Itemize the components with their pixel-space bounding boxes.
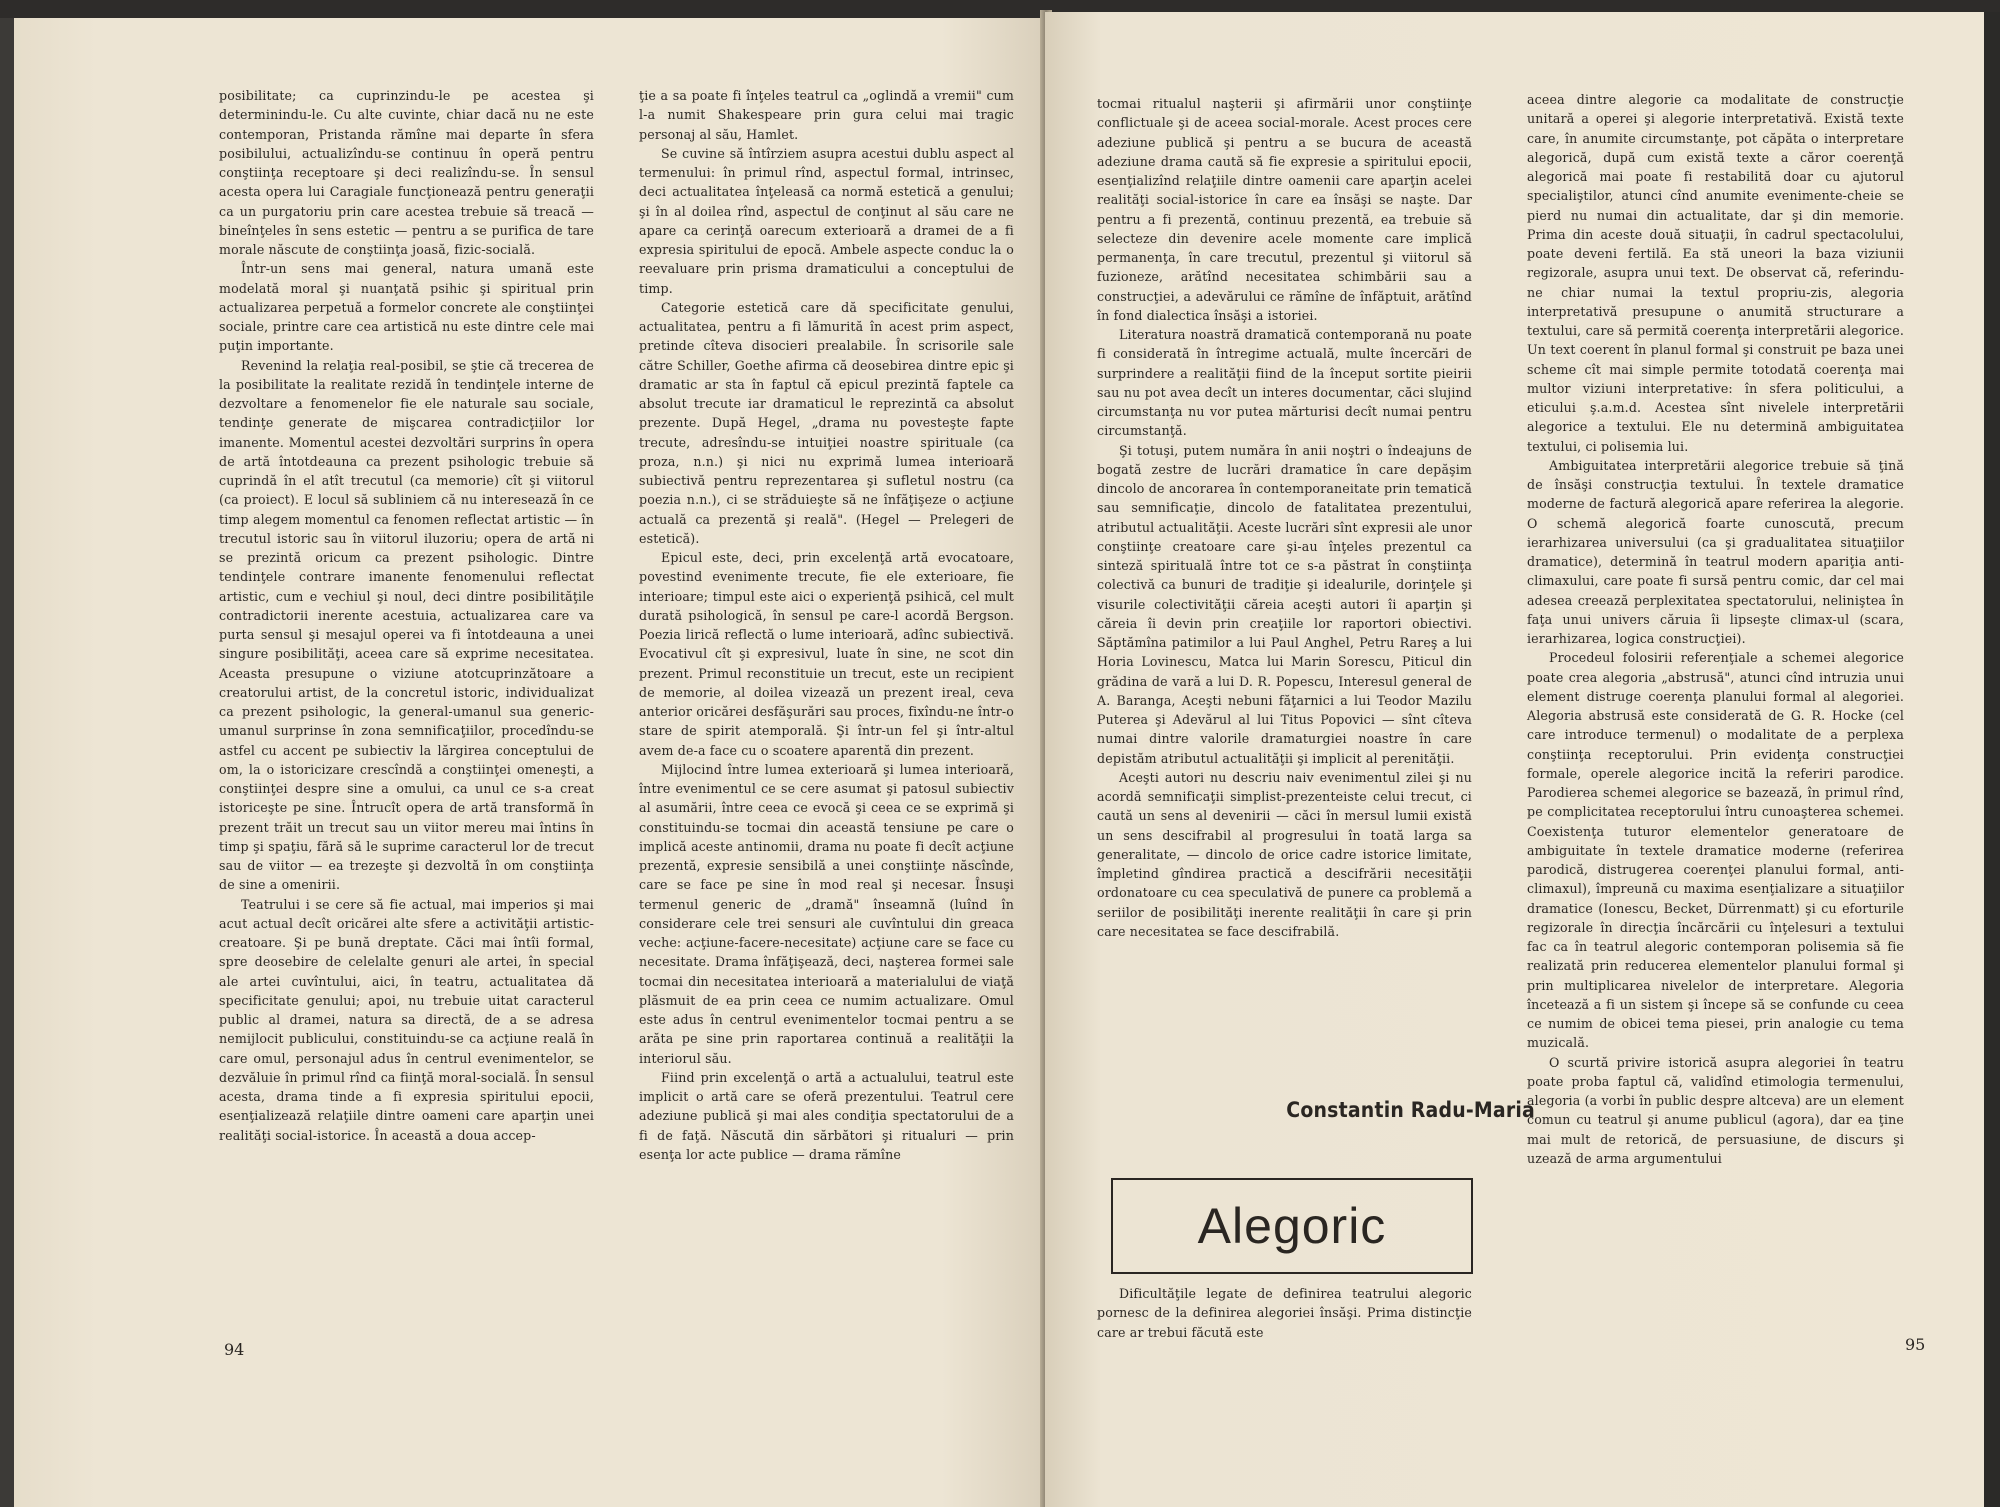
paragraph: ţie a sa poate fi înţeles teatrul ca „oglindă a vremii" cum l-a numit Shakespeare prin gura celui mai tragic personaj al său, Hamlet. xyxy=(639,88,1014,142)
paragraph: Ambiguitatea interpretării alegorice trebuie să ţină de însăşi construcţia textului. În textele dramatice moderne de factură alegorică apare referirea la alegorie. O schemă alegorică foarte cunoscută, precum ierarhizarea universului (ca şi gradualitatea situaţiilor dramatice), determină în teatrul modern apariţia anti-climaxului, care poate fi sursă pentru comic, dar cel mai adesea creează perplexitatea spectatorului, neliniştea în faţa unui univers căruia îi lipseşte climax-ul (scara, ierarhizarea, logica construcţiei). xyxy=(1527,457,1904,646)
paragraph: Fiind prin excelenţă o artă a actualului, teatrul este implicit o artă care se oferă prezentului. Teatrul cere adeziune publică şi mai ales condiţia spectatorului de a fi de faţă. Născută din sărbători şi ritualuri — prin esenţa lor acte publice — drama rămîne xyxy=(639,1069,1014,1162)
paragraph: Mijlocind între lumea exterioară şi lumea interioară, între evenimentul ce se cere asumat şi patosul subiectiv al asumării, între ceea ce evocă şi ceea ce se exprimă şi constituindu-se tocmai din această tensiune pe care o implică aceste antinomii, drama nu poate fi decît acţiune prezentă, expresie sensibilă a unei conştiinţe născînde, care se face pe sine în mod real şi necesar. Însuşi termenul generic de „dramă" înseamnă (luînd în considerare cele trei sensuri ale cuvîntului din greaca veche: acţiune-facere-necesitate) acţiune care se face cu necesitate. Drama înfăţişează, deci, naşterea formei sale tocmai din necesitatea interioară a materialului de viaţă plăsmuit de ea prin ceea ce numim actualizare. Omul este adus în centrul evenimentelor tocmai pentru a se arăta pe sine prin raportarea continuă a realităţii la interiorul său. xyxy=(639,761,1014,1066)
right-page-column-2 xyxy=(1527,90,1904,1168)
paragraph: Procedeul folosirii referenţiale a schemei alegorice poate crea alegoria „abstrusă", atunci cînd intruzia unui element distruge coerenţa planului formal al alegoriei. Alegoria abstrusă este considerată de G. R. Hocke (cel care introduce termenul) o modalitate de a perplexa conştiinţa receptorului. Prin evidenţa construcţiei formale, operele alegorice incită la referiri parodice. Parodierea schemei alegorice se bazează, în primul rînd, pe complicitatea receptorului întru cunoaşterea schemei. Coexistenţa tuturor elementelor generatoare de ambiguitate în textele dramatice moderne (referirea parodică, distrugerea coerenţei planului formal, anti-climaxul), împreună cu maxima esenţializare a situaţiilor dramatice (Ionescu, Becket, Dürrenmatt) şi cu eforturile regizorale în direcţia încărcării cu înţelesuri a textului fac ca în teatrul alegoric contemporan polisemia să fie realizată prin reducerea elementelor planului formal şi prin multiplicarea nivelelor de interpretare. Alegoria încetează a fi un sistem şi începe să se confunde cu ceea ce numim de obicei tema piesei, prin analogie cu tema muzicală. xyxy=(1527,650,1904,1051)
article-title-box xyxy=(1111,1178,1473,1274)
paragraph: Într-un sens mai general, natura umană este modelată moral şi nuanţată psihic şi spiritual prin actualizarea perpetuă a formelor concrete ale conştiinţei sociale, printre care cea artistică nu este dintre cele mai puţin importante. xyxy=(219,261,594,354)
right-page-column-1 xyxy=(1097,94,1472,941)
paragraph: Revenind la relaţia real-posibil, se ştie că trecerea de la posibilitate la realitate rezidă în tendinţele interne de dezvoltare a fenomenelor fie ele naturale sau sociale, tendinţe generate de mişcarea contradicţiilor lor imanente. Momentul acestei dezvoltări surprins în opera de artă întotdeauna ca prezent psihologic trebuie să cuprindă în el atît trecutul (ca memorie) cît şi viitorul (ca proiect). E locul să subliniem că nu interesează în ce timp alegem momentul ca fenomen reflectat artistic — în trecutul istoric sau în viitorul iluzoriu; opera de artă ni se prezintă oricum ca prezent psihologic. Dintre tendinţele contrare imanente fenomenului reflectat artistic, cum e vechiul şi noul, deci dintre posibilităţile contradictorii inerente acestuia, actualizarea care va purta sensul şi mesajul operei va fi întotdeauna a unei singure posibilităţi, aceea care să exprime necesitatea. Aceasta presupune o viziune atotcuprinzătoare a creatorului artist, de la concretul istoric, individualizat ca prezent psihologic, la general-umanul sua generic-umanul surprinse în zona semnificaţiilor, procedîndu-se astfel cu accent pe subiectiv la lărgirea conceptului de om, la o istoricizare crescîndă a conştiinţei omeneşti, a conştiinţei despre sine a omului, ca unul ce s-a creat istoriceşte pe sine. Întrucît opera de artă transformă în prezent trăit un trecut sau un viitor mereu mai întins în timp şi spaţiu, fără să le suprime caracterul lor de trecut sau de viitor — ea trezeşte şi dezvoltă în om conştiinţa de sine a omenirii. xyxy=(219,357,594,893)
paragraph: aceea dintre alegorie ca modalitate de construcţie unitară a operei şi alegorie interpretativă. Există texte care, în anumite circumstanţe, pot căpăta o interpretare alegorică, după cum există texte a căror coerenţă alegorică mai poate fi restabilită doar cu ajutorul specialiştilor, atunci cînd anumite evenimente-cheie se pierd nu numai din actualitate, dar şi din memorie. Prima din aceste două situaţii, în cadrul spectacolului, poate deveni fertilă. Ea stă uneori la baza viziunii regizorale, asupra unui text. De observat că, referindu-ne chiar numai la textul propriu-zis, alegoria interpretativă presupune o anumită structurare a textului, care să permită coerenţa interpretării alegorice. Un text coerent în planul formal şi construit pe baza unei scheme cît mai simple permite totodată coerenţa mai multor viziuni interpretative: în sfera politicului, a eticului ş.a.m.d. Acestea sînt nivelele interpretării alegorice a textului. Ele nu determină ambiguitatea textului, ci polisemia lui. xyxy=(1527,92,1904,454)
article-title: Alegoric xyxy=(1197,1198,1387,1254)
paragraph: Dificultăţile legate de definirea teatrului alegoric pornesc de la definirea alegoriei însăşi. Prima distincţie care ar trebui făcută este xyxy=(1097,1286,1472,1340)
left-page-column-1 xyxy=(219,86,594,1145)
page-number: 94 xyxy=(224,1340,245,1359)
page-number: 95 xyxy=(1905,1335,1926,1354)
paragraph: O scurtă privire istorică asupra alegoriei în teatru poate proba faptul că, validînd etimologia termenului, alegoria (a vorbi în public despre altceva) are un element comun cu teatrul şi anume publicul (agora), dar ea ţine mai mult de retorică, de persuasiune, de discurs şi uzează de arma argumentului xyxy=(1527,1054,1904,1166)
page-94 xyxy=(14,18,1045,1507)
left-page-column-2 xyxy=(639,86,1014,1164)
article-intro-column xyxy=(1097,1284,1472,1342)
paragraph: Categorie estetică care dă specificitate genului, actualitatea, pentru a fi lămurită în acest prim aspect, pretinde cîteva disocieri prealabile. În scrisorile sale către Schiller, Goethe afirma că deosebirea dintre epic şi dramatic ar sta în faptul că epicul prezintă faptele ca absolut trecute iar dramaticul le reprezintă ca absolut prezente. După Hegel, „drama nu povesteşte fapte trecute, adresîndu-se intuiţiei noastre spirituale (ca proza, n.n.) şi nici nu exprimă lumea interioară subiectivă pentru reprezentarea şi sufletul nostru (ca poezia n.n.), ci se străduieşte să ne înfăţişeze o acţiune actuală ca prezentă şi reală". (Hegel — Prelegeri de estetică). xyxy=(639,299,1014,546)
paragraph: Aceşti autori nu descriu naiv evenimentul zilei şi nu acordă semnificaţii simplist-prezenteiste celui trecut, ci caută un sens al devenirii — căci în mersul lumii există un sens descifrabil al progresului în toată larga sa generalitate, — dincolo de orice cadre istorice limitate, împletind gîndirea practică a descifrării necesităţii ordonatoare cu cea speculativă de punere ca problemă a seriilor de posibilităţi inerente realităţii în care şi prin care necesitatea se face descifrabilă. xyxy=(1097,769,1472,939)
paragraph: Şi totuşi, putem număra în anii noştri o îndeajuns de bogată zestre de lucrări dramatice în care depăşim dincolo de ancorarea în contemporaneitate prin tematică sau semnificaţie, dincolo de fatalitatea prezentului, atributul actualităţii. Aceste lucrări sînt expresii ale unor conştiinţe creatoare care şi-au înţeles prezentul ca sinteză spirituală între tot ce s-a păstrat în conştiinţa colectivă ca bunuri de tradiţie şi idealurile, dorinţele şi visurile colectivităţii căreia aceşti autori îi aparţin şi căreia îi devin prin creaţiile lor raportori obiectivi. Săptămîna patimilor a lui Paul Anghel, Petru Rareş a lui Horia Lovinescu, Matca lui Marin Sorescu, Piticul din grădina de vară a lui D. R. Popescu, Interesul general de A. Baranga, Aceşti nebuni făţarnici a lui Teodor Mazilu Puterea şi Adevărul al lui Titus Popovici — sînt cîteva numai dintre valorile dramaturgiei noastre în care depistăm atributul actualităţii şi implicit al perenităţii. xyxy=(1097,442,1472,766)
paragraph: Teatrului i se cere să fie actual, mai imperios şi mai acut actual decît oricărei alte sfere a activităţii artistic-creatoare. Şi pe bună dreptate. Căci mai întîi formal, spre deosebire de celelalte genuri ale artei, în special ale artei cuvîntului, aici, în teatru, actualitatea dă specificitate genului; apoi, nu trebuie uitat caracterul public al dramei, natura sa directă, de a se adresa nemijlocit publicului, constituindu-se ca acţiune reală în care omul, personajul adus în centrul evenimentelor, se dezvăluie în primul rînd ca fiinţă moral-socială. În sensul acesta, drama tinde a fi expresia spiritului epocii, esenţializează relaţiile dintre oameni care aparţin unei realităţi social-istorice. În această a doua accep- xyxy=(219,896,594,1143)
article-author: Constantin Radu-Maria xyxy=(1286,1098,1535,1122)
paragraph: posibilitate; ca cuprinzindu-le pe acestea şi determinindu-le. Cu alte cuvinte, chiar dacă nu ne este contemporan, Pristanda rămîne mai departe în sfera posibilului, actualizîndu-se continuu în operă pentru conştiinţa receptoare şi deci realizîndu-se. În sensul acesta opera lui Caragiale funcţionează pentru generaţii ca un purgatoriu prin care acestea trebuie să treacă — bineînţeles în sens estetic — pentru a se purifica de tare morale născute de conştiinţa joasă, fizic-socială. xyxy=(219,88,594,257)
paragraph: Epicul este, deci, prin excelenţă artă evocatoare, povestind evenimente trecute, fie ele exterioare, fie interioare; timpul este aici o experienţă psihică, cel mult durată psihologică, în sensul pe care-l acordă Bergson. Poezia lirică reflectă o lume interioară, adînc subiectivă. Evocativul cît şi expresivul, luate în sine, ne scot din prezent. Primul reconstituie un trecut, este un recipient de memorie, al doilea vizează un prezent ireal, ceva anterior oricărei desfăşurări sau proces, fixîndu-ne într-o stare de spirit atemporală. Şi într-un fel şi într-altul avem de-a face cu o scoatere aparentă din prezent. xyxy=(639,550,1014,758)
book-binding-right xyxy=(1984,12,2000,1507)
book-binding-left xyxy=(0,18,14,1507)
paragraph: Se cuvine să întîrziem asupra acestui dublu aspect al termenului: în primul rînd, aspectul formal, intrinsec, deci actualitatea înţeleasă ca normă estetică a genului; şi în al doilea rînd, aspectul de conţinut al său care ne apare ca cerinţă oarecum exterioară a dramei de a fi expresia spiritului de epocă. Ambele aspecte conduc la o reevaluare prin prisma dramaticului a conceptului de timp. xyxy=(639,145,1014,296)
page-95 xyxy=(1045,12,1984,1507)
paragraph: tocmai ritualul naşterii şi afirmării unor conştiinţe conflictuale şi de aceea social-morale. Acest proces cere adeziune publică şi pentru a se bucura de această adeziune drama caută să fie expresie a spiritului epocii, esenţializînd relaţiile dintre oamenii care aparţin acelei realităţi social-istorice în care ea însăşi se naşte. Dar pentru a fi prezentă, continuu prezentă, ea trebuie să selecteze din devenire acele momente care implică permanenţa, în care trecutul, prezentul şi viitorul să fuzioneze, arătînd necesitatea schimbării sau a construcţiei, a adevărului ce rămîne de înfăptuit, arătînd în fond dialectica însăşi a istoriei. xyxy=(1097,96,1472,323)
paragraph: Literatura noastră dramatică contemporană nu poate fi considerată în întregime actuală, multe încercări de surprindere a realităţii fiind de la început sortite pieirii sau nu pot avea decît un interes documentar, căci slujind circumstanţa nu vor putea mărturisi decît numai pentru circumstanţă. xyxy=(1097,327,1472,439)
